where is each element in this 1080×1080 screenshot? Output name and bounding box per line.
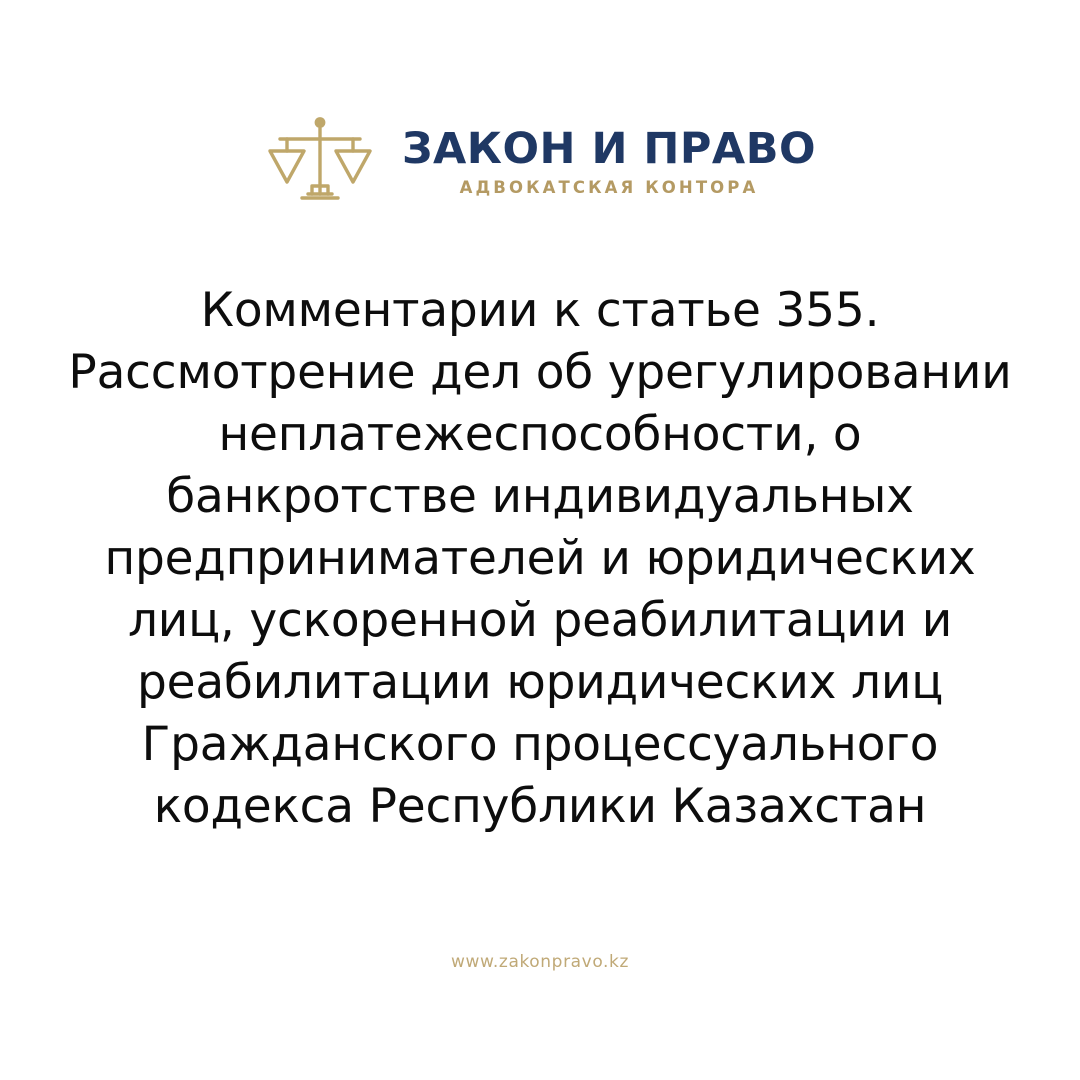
- brand-logo: [264, 106, 816, 218]
- brand-title: ЗАКОН И ПРАВО: [401, 123, 817, 174]
- scales-of-justice-icon: [264, 106, 376, 218]
- footer: [0, 952, 1080, 972]
- brand-wordmark: [401, 123, 817, 197]
- page-title: Комментарии к статье 355. Рассмотрение дел об урегулировании неплатежеспособности, о банкротстве индивидуальных предпринимателей и юридических лиц, ускоренной реабилитации и реабилитации юридических лиц Гражданского процессуального кодекса Республики Казахстан: [68, 283, 1012, 835]
- brand-subtitle: АДВОКАТСКАЯ КОНТОРА: [459, 177, 759, 197]
- website-link[interactable]: www.zakonpravo.kz: [450, 952, 630, 972]
